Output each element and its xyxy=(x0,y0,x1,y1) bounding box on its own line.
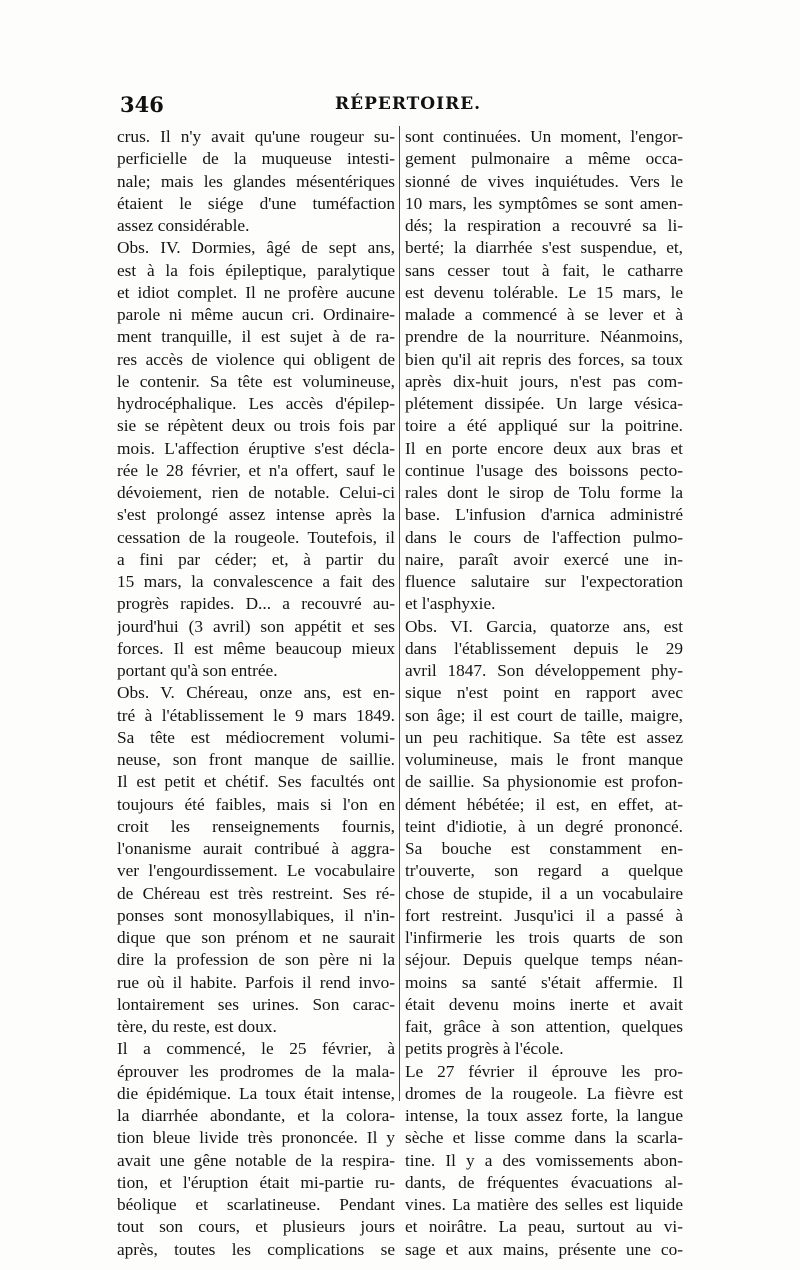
text-line: intense, la toux assez forte, la langue xyxy=(405,1106,683,1125)
text-line: dants, de fréquentes évacuations al- xyxy=(405,1172,683,1192)
text-line: étaient le siége d'une tuméfaction xyxy=(117,193,395,213)
text-line: moins sa santé s'était affermie. Il xyxy=(405,972,683,992)
text-line: dés; la respiration a recouvré sa li- xyxy=(405,216,683,235)
text-line: bien qu'il ait repris des forces, sa toux xyxy=(405,349,683,369)
text-line: Obs. IV. Dormies, âgé de sept ans, xyxy=(117,238,395,258)
text-line: béolique et scarlatineuse. Pendant xyxy=(117,1195,395,1214)
text-line: dévoiement, rien de notable. Celui-ci xyxy=(117,483,395,502)
text-line: dans le cours de l'affection pulmo- xyxy=(405,527,683,547)
text-line: die épidémique. La toux était intense, xyxy=(117,1083,395,1103)
text-line: nale; mais les glandes mésentériques xyxy=(117,171,395,191)
text-line: Sa bouche est constamment en- xyxy=(405,839,683,858)
left-text-column xyxy=(117,126,395,1259)
text-line: Obs. VI. Garcia, quatorze ans, est xyxy=(405,616,683,636)
text-line: rée le 28 février, et n'a offert, sauf le xyxy=(117,460,395,480)
text-line: jourd'hui (3 avril) son appétit et ses xyxy=(117,616,395,636)
text-line: dire la profession de son père ni la xyxy=(117,950,395,970)
text-line: mois. L'affection éruptive s'est décla- xyxy=(117,438,395,458)
text-line: après dix-huit jours, n'est pas com- xyxy=(405,371,683,391)
text-line: gement pulmonaire a même occa- xyxy=(405,149,683,169)
text-line: et noirâtre. La peau, surtout au vi- xyxy=(405,1217,683,1237)
text-line: progrès rapides. D... a recouvré au- xyxy=(117,594,395,614)
text-line: crus. Il n'y avait qu'une rougeur su- xyxy=(117,127,395,146)
text-line: était devenu moins inerte et avait xyxy=(405,994,683,1014)
text-line: après, toutes les complications se xyxy=(117,1239,395,1259)
text-line: prendre de la nourriture. Néanmoins, xyxy=(405,327,683,347)
text-line: sèche et lisse comme dans la scarla- xyxy=(405,1128,683,1148)
text-line: hydrocéphalique. Les accès d'épilep- xyxy=(117,394,395,413)
text-line: rales dont le sirop de Tolu forme la xyxy=(405,483,683,502)
text-line: tré à l'établissement le 9 mars 1849. xyxy=(117,705,395,725)
text-line: sionné de vives inquiétudes. Vers le xyxy=(405,171,683,191)
text-line: petits progrès à l'école. xyxy=(405,1039,564,1059)
text-line: assez considérable. xyxy=(117,216,250,235)
text-line: continue l'usage des boissons pecto- xyxy=(405,460,683,480)
text-line: toire a été appliqué sur la poitrine. xyxy=(405,416,683,436)
text-line: Obs. V. Chéreau, onze ans, est en- xyxy=(117,683,395,703)
text-line: tère, du reste, est doux. xyxy=(117,1017,277,1036)
text-line: teint d'idiotie, à un degré prononcé. xyxy=(405,816,683,836)
text-line: est à la fois épileptique, paralytique xyxy=(117,260,395,280)
text-line: de Chéreau est très restreint. Ses ré- xyxy=(117,883,395,903)
page-number: 346 xyxy=(120,92,164,117)
page-header xyxy=(120,92,680,126)
text-line: fait, grâce à son attention, quelques xyxy=(405,1017,683,1036)
text-line: est devenu tolérable. Le 15 mars, le xyxy=(405,282,683,302)
text-line: et l'asphyxie. xyxy=(405,594,496,614)
text-line: volumineuse, mais le front manque xyxy=(405,750,683,769)
text-line: a fini par céder; et, à partir du xyxy=(117,549,395,569)
text-line: berté; la diarrhée s'est suspendue, et, xyxy=(405,238,683,258)
text-line: forces. Il est même beaucoup mieux xyxy=(117,638,395,658)
text-line: croit les renseignements fournis, xyxy=(117,816,395,836)
text-line: Sa tête est médiocrement volumi- xyxy=(117,727,395,747)
text-line: le contenir. Sa tête est volumineuse, xyxy=(117,371,395,391)
text-line: ment tranquille, il est sujet à de ra- xyxy=(117,327,395,347)
text-line: chose de stupide, il a un vocabulaire xyxy=(405,883,683,903)
text-line: l'infirmerie les trois quarts de son xyxy=(405,928,683,947)
text-line: tr'ouverte, son regard a quelque xyxy=(405,861,683,881)
text-line: sans cesser tout à fait, le catharre xyxy=(405,260,683,280)
text-line: malade a commencé à se lever et à xyxy=(405,305,683,324)
text-line: tine. Il y a des vomissements abon- xyxy=(405,1150,683,1170)
text-line: neuse, son front manque de saillie. xyxy=(117,750,395,769)
text-line: portant qu'à son entrée. xyxy=(117,661,278,680)
text-line: tout son cours, et plusieurs jours xyxy=(117,1217,395,1237)
text-line: vines. La matière des selles est liquide xyxy=(405,1195,683,1214)
text-line: de saillie. Sa physionomie est profon- xyxy=(405,772,683,792)
text-line: parole ni même aucun cri. Ordinaire- xyxy=(117,305,395,324)
text-line: la diarrhée abondante, et la colora- xyxy=(117,1106,395,1125)
text-line: dromes de la rougeole. La fièvre est xyxy=(405,1083,683,1103)
text-line: tion, et l'éruption était mi-partie ru- xyxy=(117,1172,395,1192)
text-line: sage et aux mains, présente une co- xyxy=(405,1239,683,1259)
text-line: dans l'établissement depuis le 29 xyxy=(405,638,683,658)
text-line: cessation de la rougeole. Toutefois, il xyxy=(117,527,395,547)
right-text-column xyxy=(405,126,683,1259)
text-line: sont continuées. Un moment, l'engor- xyxy=(405,127,683,146)
text-line: fort restreint. Jusqu'ici il a passé à xyxy=(405,905,683,925)
text-line: perficielle de la muqueuse intesti- xyxy=(117,149,395,169)
text-line: dique que son prénom et ne saurait xyxy=(117,928,395,947)
text-line: s'est prolongé assez intense après la xyxy=(117,505,395,525)
text-line: base. L'infusion d'arnica administré xyxy=(405,505,683,525)
running-title: RÉPERTOIRE. xyxy=(335,94,482,114)
text-line: ver l'engourdissement. Le vocabulaire xyxy=(117,861,395,881)
text-line: fluence salutaire sur l'expectoration xyxy=(405,572,683,591)
text-line: avril 1847. Son développement phy- xyxy=(405,661,683,680)
text-line: Il en porte encore deux aux bras et xyxy=(405,438,683,458)
text-line: sique n'est point en rapport avec xyxy=(405,683,683,703)
text-line: rue où il habite. Parfois il rend invo- xyxy=(117,972,395,992)
text-line: 10 mars, les symptômes se sont amen- xyxy=(405,193,683,213)
text-line: ponses sont monosyllabiques, il n'in- xyxy=(117,905,395,925)
text-line: l'onanisme aurait contribué à aggra- xyxy=(117,839,395,858)
text-line: éprouver les prodromes de la mala- xyxy=(117,1061,395,1081)
text-line: toujours été faibles, mais si l'on en xyxy=(117,794,395,814)
text-line: dément hébétée; il est, en effet, at- xyxy=(405,794,683,814)
text-line: Il a commencé, le 25 février, à xyxy=(117,1039,395,1059)
text-line: 15 mars, la convalescence a fait des xyxy=(117,572,395,591)
text-line: et idiot complet. Il ne profère aucune xyxy=(117,282,395,302)
text-line: Le 27 février il éprouve les pro- xyxy=(405,1061,683,1081)
text-line: son âge; il est court de taille, maigre, xyxy=(405,705,683,725)
text-line: tion bleue livide très prononcée. Il y xyxy=(117,1128,395,1148)
text-line: avait une gêne notable de la respira- xyxy=(117,1150,395,1170)
text-line: res accès de violence qui obligent de xyxy=(117,349,395,369)
text-line: plétement dissipée. Un large vésica- xyxy=(405,394,683,413)
text-line: sie se répètent deux ou trois fois par xyxy=(117,416,395,436)
text-line: séjour. Depuis quelque temps néan- xyxy=(405,950,683,970)
text-line: lontairement ses urines. Son carac- xyxy=(117,994,395,1014)
text-line: naire, paraît avoir exercé une in- xyxy=(405,549,683,569)
text-line: Il est petit et chétif. Ses facultés ont xyxy=(117,772,395,792)
text-line: un peu rachitique. Sa tête est assez xyxy=(405,727,683,747)
column-divider xyxy=(399,126,400,1101)
